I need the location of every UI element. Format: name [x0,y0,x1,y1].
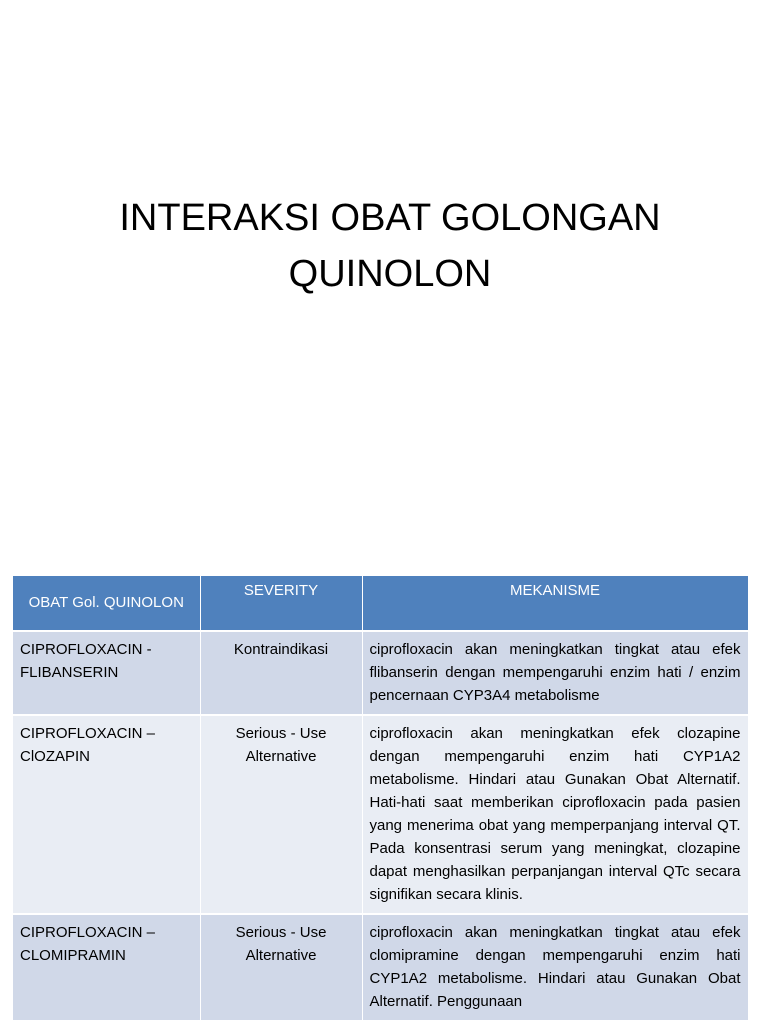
cell-severity: Kontraindikasi [200,631,362,715]
table-row [13,631,748,715]
table-row [13,715,748,914]
cell-mekanisme: ciprofloxacin akan meningkatkan tingkat atau efek clomipramine dengan mempengaruhi enzim hati CYP1A2 metabolisme. Hindari atau Gunakan Obat Alternatif. Penggunaan [362,914,748,1020]
cell-obat: CIPROFLOXACIN - FLIBANSERIN [13,631,200,715]
slide-title [40,190,740,302]
header-severity: SEVERITY [200,576,362,631]
table-header-row [13,576,748,631]
cell-obat: CIPROFLOXACIN – ClOZAPIN [13,715,200,914]
cell-severity: Serious - Use Alternative [200,914,362,1020]
table-row [13,914,748,1020]
interaction-table-container [13,576,748,1024]
header-obat: OBAT Gol. QUINOLON [13,576,200,631]
cell-mekanisme: ciprofloxacin akan meningkatkan tingkat atau efek flibanserin dengan mempengaruhi enzim hati / enzim pencernaan CYP3A4 metabolisme [362,631,748,715]
header-mekanisme: MEKANISME [362,576,748,631]
interaction-table [13,576,748,1020]
slide-title-line-2: QUINOLON [288,253,492,295]
cell-severity: Serious - Use Alternative [200,715,362,914]
cell-obat: CIPROFLOXACIN – CLOMIPRAMIN [13,914,200,1020]
slide-title-line-1: INTERAKSI OBAT GOLONGAN [119,197,661,239]
cell-mekanisme: ciprofloxacin akan meningkatkan efek clozapine dengan mempengaruhi enzim hati CYP1A2 metabolisme. Hindari atau Gunakan Obat Alternatif. Hati-hati saat memberikan ciprofloxacin pada pasien yang menerima obat yang memperpanjang interval QT. Pada konsentrasi serum yang meningkat, clozapine dapat menghasilkan perpanjangan interval QTc secara signifikan secara klinis. [362,715,748,914]
